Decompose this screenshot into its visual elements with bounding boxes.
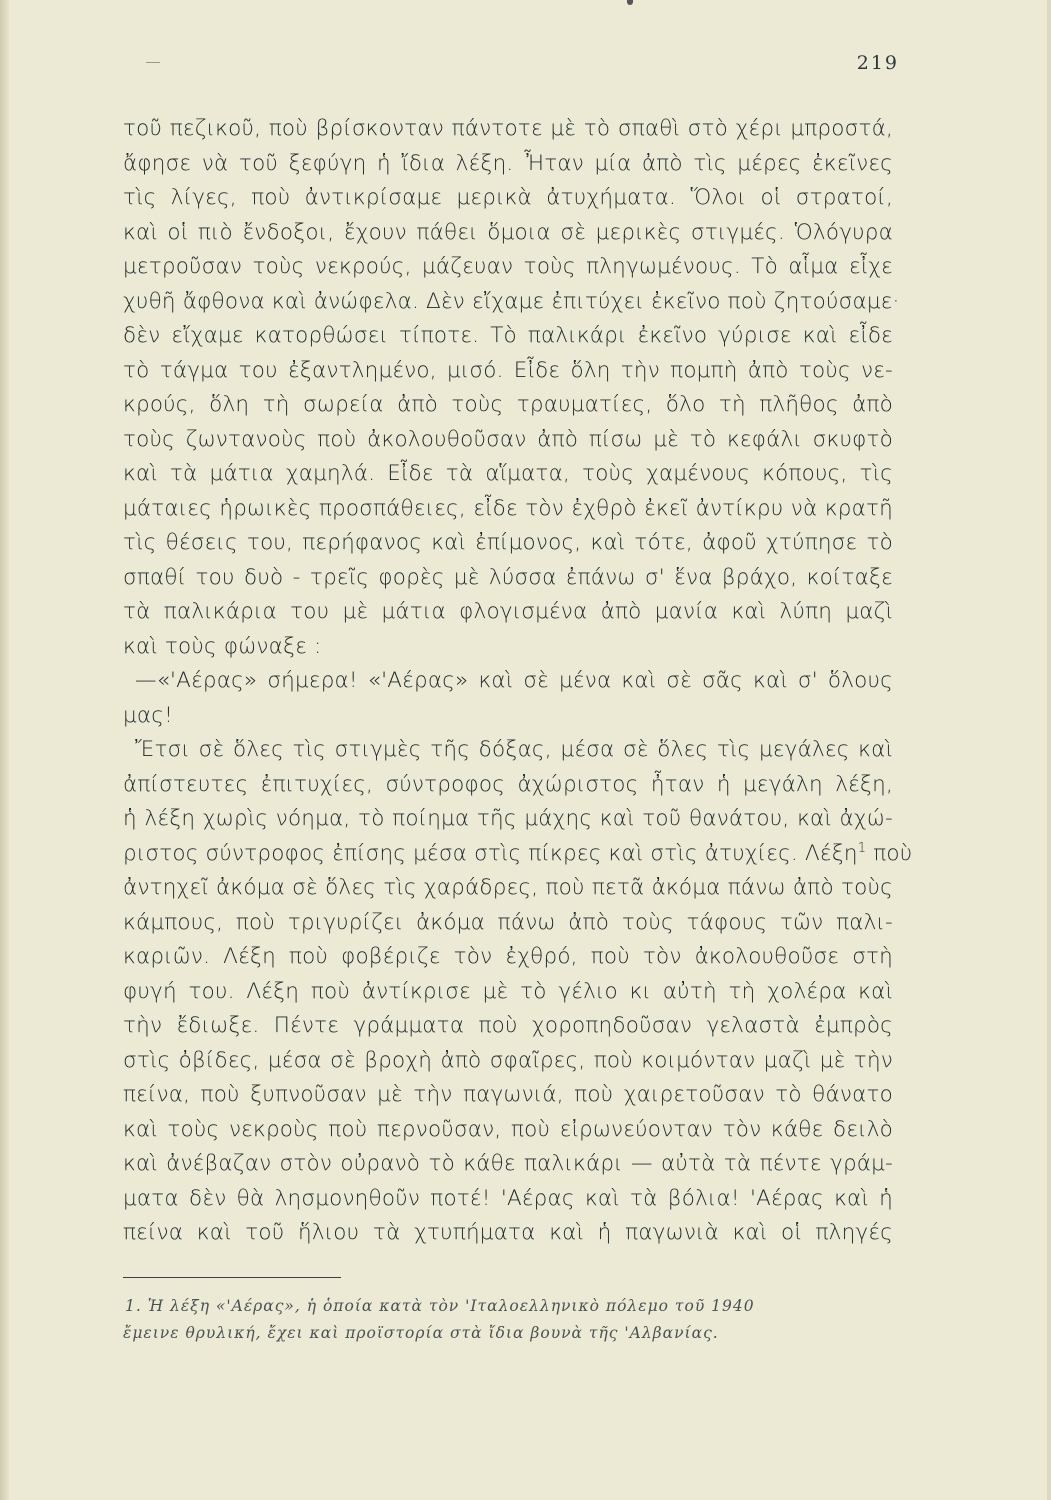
text-line: ἡ λέξη χωρὶς νόημα, τὸ ποίημα τῆς μάχης καὶ τοῦ θανάτου, καὶ ἀχώ-: [123, 806, 893, 831]
text-line: καὶ τὰ μάτια χαμηλά. Εἶδε τὰ αἵματα, τοὺς χαμένους κόπους, τὶς: [123, 461, 893, 486]
text-line: μάταιες ἡρωικὲς προσπάθειες, εἶδε τὸν ἐχθρὸ ἐκεῖ ἀντίκρυ νὰ κρατῆ: [123, 495, 893, 521]
page-gutter: [0, 0, 9, 1500]
page-number: 219: [856, 52, 899, 74]
text-line: —«'Αέρας» σήμερα! «'Αέρας» καὶ σὲ μένα καὶ σὲ σᾶς καὶ σ' ὅλους: [135, 668, 893, 693]
body-text: [123, 112, 913, 1251]
text-line-end: ποὺ: [873, 840, 913, 866]
header-dash: [146, 62, 160, 63]
text-line: φυγή του. Λέξη ποὺ ἀντίκρισε μὲ τὸ γέλιο κι αὐτὴ τὴ χολέρα καὶ: [123, 978, 893, 1004]
text-line: στὶς ὀβίδες, μέσα σὲ βροχὴ ἀπὸ σφαῖρες, ποὺ κοιμόνταν μαζὶ μὲ τὴν: [123, 1047, 893, 1073]
text-line: σπαθί του δυὸ - τρεῖς φορὲς μὲ λύσσα ἐπάνω σ' ἕνα βράχο, κοίταξε: [123, 564, 893, 590]
text-line: πείνα καὶ τοῦ ἥλιου τὰ χτυπήματα καὶ ἡ παγωνιὰ καὶ οἱ πληγές: [123, 1220, 893, 1245]
text-line: καὶ τοὺς φώναξε :: [123, 633, 322, 659]
text-line: τὰ παλικάρια του μὲ μάτια φλογισμένα ἀπὸ μανία καὶ λύπη μαζὶ: [123, 599, 893, 624]
text-line: καριῶν. Λέξη ποὺ φοβέριζε τὸν ἐχθρό, ποὺ τὸν ἀκολουθοῦσε στὴ: [123, 944, 893, 969]
text-line: χυθῆ ἄφθονα καὶ ἀνώφελα. Δὲν εἴχαμε ἐπιτύχει ἐκεῖνο ποὺ ζητούσαμε·: [123, 288, 900, 314]
text-line: τὴν ἔδιωξε. Πέντε γράμματα ποὺ χοροπηδοῦσαν γελαστὰ ἐμπρὸς: [123, 1013, 893, 1038]
text-line: τοῦ πεζικοῦ, ποὺ βρίσκονταν πάντοτε μὲ τὸ σπαθὶ στὸ χέρι μπροστά,: [123, 116, 893, 141]
footnotes: [123, 1293, 903, 1347]
text-line: ἄφησε νὰ τοῦ ξεφύγη ἡ ἴδια λέξη. Ἦταν μία ἀπὸ τὶς μέρες ἐκεῖνες: [123, 150, 893, 176]
text-line: τὶς θέσεις του, περήφανος καὶ ἐπίμονος, καὶ τότε, ἀφοῦ χτύπησε τὸ: [123, 530, 893, 555]
text-line: πείνα, ποὺ ξυπνοῦσαν μὲ τὴν παγωνιά, ποὺ χαιρετοῦσαν τὸ θάνατο: [123, 1082, 893, 1107]
text-line: ἀπίστευτες ἐπιτυχίες, σύντροφος ἀχώριστος ἦταν ἡ μεγάλη λέξη,: [123, 771, 893, 797]
scan-mark: [627, 0, 633, 5]
text-line: κάμπους, ποὺ τριγυρίζει ἀκόμα πάνω ἀπὸ τοὺς τάφους τῶν παλι-: [123, 909, 893, 935]
footnote-marker: 1: [857, 840, 867, 856]
text-line: τὶς λίγες, ποὺ ἀντικρίσαμε μερικὰ ἀτυχήματα. Ὅλοι οἱ στρατοί,: [123, 185, 893, 210]
text-line: ἀντηχεῖ ἀκόμα σὲ ὅλες τὶς χαράδρες, ποὺ πετᾶ ἀκόμα πάνω ἀπὸ τοὺς: [123, 875, 893, 900]
page-edge: [1047, 0, 1051, 1500]
text-line: ματα δὲν θὰ λησμονηθοῦν ποτέ! 'Αέρας καὶ τὰ βόλια! 'Αέρας καὶ ἡ: [123, 1185, 893, 1211]
text-line: τὸ τάγμα του ἐξαντλημένο, μισό. Εἶδε ὅλη τὴν πομπὴ ἀπὸ τοὺς νε-: [123, 357, 893, 383]
text-line: καὶ τοὺς νεκροὺς ποὺ περνοῦσαν, ποὺ εἰρωνεύονταν τὸν κάθε δειλὸ: [123, 1116, 893, 1142]
text-line: καὶ ἀνέβαζαν στὸν οὐρανὸ τὸ κάθε παλικάρι — αὐτὰ τὰ πέντε γράμ-: [123, 1151, 893, 1176]
text-line: τοὺς ζωντανοὺς ποὺ ἀκολουθοῦσαν ἀπὸ πίσω μὲ τὸ κεφάλι σκυφτὸ: [123, 426, 893, 452]
footnote-line: ἔμεινε θρυλική, ἔχει καὶ προϊστορία στὰ ἴδια βουνὰ τῆς 'Αλβανίας.: [123, 1324, 719, 1342]
text-line-with-footnote: [123, 837, 913, 872]
text-line: μετροῦσαν τοὺς νεκρούς, μάζευαν τοὺς πληγωμένους. Τὸ αἷμα εἶχε: [123, 254, 893, 279]
text-line: καὶ οἱ πιὸ ἔνδοξοι, ἔχουν πάθει ὅμοια σὲ μερικὲς στιγμές. Ὁλόγυρα: [123, 219, 893, 245]
text-line-start: ριστος σύντροφος ἐπίσης μέσα στὶς πίκρες καὶ στὶς ἀτυχίες. Λέξη: [123, 840, 858, 866]
text-line: δὲν εἴχαμε κατορθώσει τίποτε. Τὸ παλικάρι ἐκεῖνο γύρισε καὶ εἶδε: [123, 323, 893, 348]
text-line: Ἔτσι σὲ ὅλες τὶς στιγμὲς τῆς δόξας, μέσα σὲ ὅλες τὶς μεγάλες καὶ: [135, 737, 893, 762]
footnote-divider: [123, 1277, 341, 1278]
footnote-line: 1. Ἡ λέξη «'Αέρας», ἡ ὁποία κατὰ τὸν 'Ιταλοελληνικὸ πόλεμο τοῦ 1940: [125, 1297, 755, 1315]
text-line: κρούς, ὅλη τὴ σωρεία ἀπὸ τοὺς τραυματίες, ὅλο τὴ πλῆθος ἀπὸ: [123, 392, 893, 417]
text-line: μας!: [123, 702, 173, 728]
